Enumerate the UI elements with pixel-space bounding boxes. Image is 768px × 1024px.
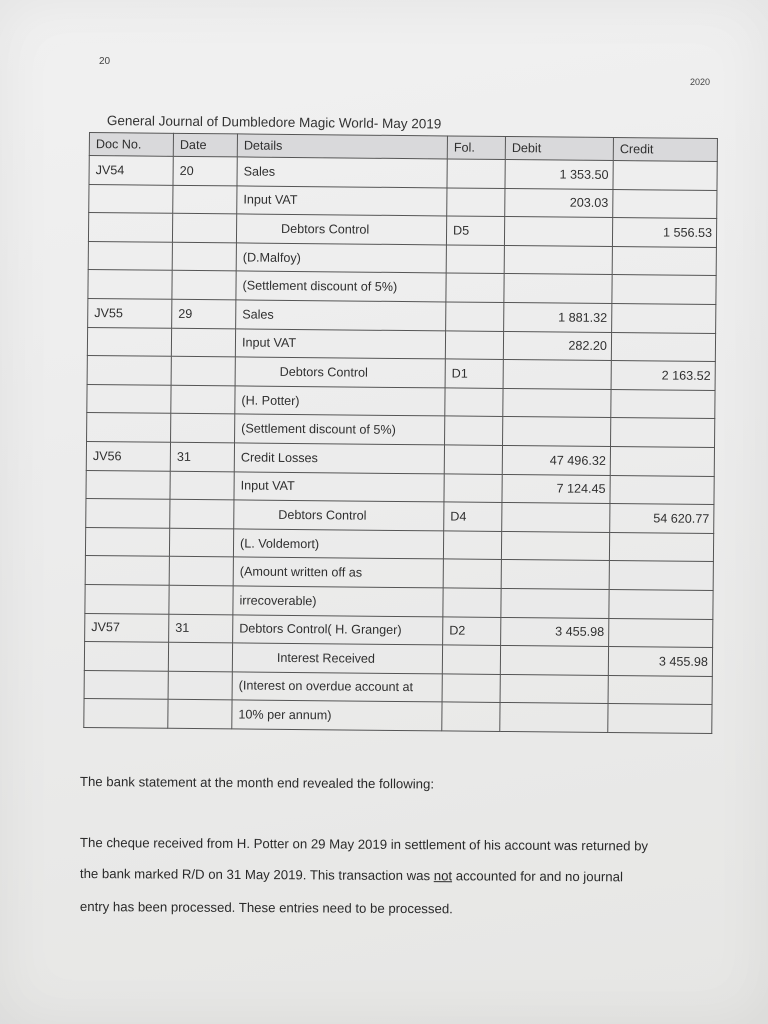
cell-credit [612, 246, 716, 276]
cell-credit [609, 561, 713, 591]
cell-folio [443, 531, 501, 560]
cell-date [171, 356, 235, 385]
cell-details: Debtors Control [236, 214, 446, 245]
cell-details: Sales [237, 157, 447, 188]
cell-details: Input VAT [234, 471, 444, 502]
cell-details: Debtors Control [235, 357, 445, 388]
bank-statement-intro: The bank statement at the month end revealed the following: [79, 774, 435, 792]
cell-debit: 203.03 [505, 188, 613, 218]
page-number-right: 2020 [690, 77, 711, 87]
cell-folio [445, 388, 503, 417]
cell-credit [610, 475, 714, 505]
cell-details: (D.Malfoy) [236, 243, 446, 274]
cell-credit [609, 589, 713, 619]
cell-credit: 1 556.53 [612, 218, 716, 248]
cell-doc-no [85, 556, 169, 585]
cell-doc-no [88, 213, 172, 242]
cell-debit: 7 124.45 [502, 474, 610, 504]
cell-details: (Amount written off as [233, 557, 443, 588]
paragraph-line-2-end: accounted for and no journal [452, 868, 623, 885]
cell-folio [445, 416, 503, 445]
cell-doc-no [87, 356, 171, 385]
cell-details: (Settlement discount of 5%) [235, 414, 445, 445]
cell-doc-no: JV54 [89, 156, 173, 185]
cell-details: Sales [236, 300, 446, 331]
cell-debit [504, 245, 612, 275]
cell-details: Credit Losses [234, 443, 444, 474]
cell-date [171, 328, 235, 357]
cell-folio [446, 273, 504, 302]
cell-doc-no [85, 584, 169, 613]
header-credit: Credit [613, 138, 717, 162]
cell-credit [613, 189, 717, 219]
cell-doc-no: JV57 [85, 613, 169, 642]
cell-date: 31 [169, 614, 233, 643]
cell-debit: 47 496.32 [502, 445, 610, 475]
cell-doc-no [84, 670, 168, 699]
general-journal-table [83, 132, 718, 734]
cell-credit [609, 618, 713, 648]
cell-doc-no [84, 699, 168, 728]
cell-date [173, 185, 237, 214]
cell-doc-no [87, 327, 171, 356]
cell-folio [447, 159, 505, 188]
cell-folio [442, 645, 500, 674]
cell-date [170, 499, 234, 528]
table-row [84, 699, 712, 734]
cell-credit [611, 418, 715, 448]
cell-credit [611, 389, 715, 419]
cell-credit [611, 332, 715, 362]
header-folio: Fol. [447, 136, 505, 160]
cell-debit: 1 881.32 [504, 302, 612, 332]
cell-folio [446, 302, 504, 331]
cell-date [169, 557, 233, 586]
cell-debit [501, 560, 609, 590]
cell-credit [608, 704, 712, 734]
cell-credit [613, 161, 717, 191]
cell-details: irrecoverable) [233, 586, 443, 617]
cell-details: Input VAT [237, 186, 447, 217]
cell-folio [443, 559, 501, 588]
cell-details: Interest Received [232, 643, 442, 674]
header-doc-no: Doc No. [89, 133, 173, 157]
cell-debit [500, 703, 608, 733]
page-number-left: 20 [99, 56, 111, 67]
cell-credit: 2 163.52 [611, 361, 715, 391]
cell-folio [446, 245, 504, 274]
cell-doc-no [88, 241, 172, 270]
cell-credit: 54 620.77 [610, 504, 714, 534]
cell-debit: 282.20 [503, 331, 611, 361]
cell-date: 20 [173, 156, 237, 185]
cell-debit [504, 274, 612, 304]
header-details: Details [237, 134, 447, 159]
cell-date: 29 [172, 299, 236, 328]
cell-doc-no: JV56 [86, 441, 170, 470]
cell-date [172, 271, 236, 300]
cell-folio [447, 188, 505, 217]
cell-doc-no [88, 270, 172, 299]
cell-debit [500, 674, 608, 704]
cell-date [172, 213, 236, 242]
cell-doc-no [84, 642, 168, 671]
cell-date [171, 414, 235, 443]
cell-date [168, 700, 232, 729]
cell-folio [445, 330, 503, 359]
cell-debit [501, 531, 609, 561]
cell-debit [500, 646, 608, 676]
cell-credit [608, 675, 712, 705]
cell-folio [444, 445, 502, 474]
cell-folio [443, 588, 501, 617]
cell-details: (Settlement discount of 5%) [236, 271, 446, 302]
cell-folio [444, 473, 502, 502]
cell-date [168, 671, 232, 700]
cell-debit [503, 360, 611, 390]
cell-date [172, 242, 236, 271]
cell-details: (L. Voldemort) [233, 529, 443, 560]
cell-credit [610, 446, 714, 476]
cell-debit: 3 455.98 [501, 617, 609, 647]
cell-folio: D5 [446, 216, 504, 245]
cell-doc-no [86, 499, 170, 528]
header-debit: Debit [505, 136, 613, 160]
paragraph-line-2-start: the bank marked R/D on 31 May 2019. This transaction was [79, 866, 434, 884]
cell-folio: D2 [443, 616, 501, 645]
cell-folio [442, 702, 500, 731]
cell-details: (H. Potter) [235, 386, 445, 417]
cell-debit [504, 217, 612, 247]
cell-doc-no: JV55 [88, 298, 172, 327]
cell-date [169, 585, 233, 614]
cell-debit [503, 417, 611, 447]
cell-credit: 3 455.98 [608, 647, 712, 677]
cell-credit [612, 303, 716, 333]
cell-details: Debtors Control( H. Granger) [233, 614, 443, 645]
cell-date [170, 471, 234, 500]
cell-details: Debtors Control [234, 500, 444, 531]
cell-folio [442, 674, 500, 703]
cell-doc-no [85, 527, 169, 556]
cell-details: Input VAT [235, 328, 445, 359]
cell-date: 31 [170, 442, 234, 471]
paragraph-line-1: The cheque received from H. Potter on 29 May 2019 in settlement of his account was returned by [79, 835, 649, 854]
cell-doc-no [87, 384, 171, 413]
paragraph-line-3: entry has been processed. These entries need to be processed. [79, 899, 453, 917]
cell-folio: D4 [444, 502, 502, 531]
cell-debit: 1 353.50 [505, 159, 613, 189]
cell-date [168, 642, 232, 671]
cell-date [169, 528, 233, 557]
cell-credit [609, 532, 713, 562]
cell-details: (Interest on overdue account at [232, 672, 442, 703]
cell-doc-no [87, 413, 171, 442]
cell-details: 10% per annum) [232, 700, 442, 731]
cell-doc-no [89, 184, 173, 213]
cell-doc-no [86, 470, 170, 499]
cell-folio: D1 [445, 359, 503, 388]
header-date: Date [173, 133, 237, 157]
cell-debit [503, 388, 611, 418]
underlined-not: not [433, 868, 453, 884]
journal-title: General Journal of Dumbledore Magic World- May 2019 [106, 113, 442, 132]
paragraph-line-2 [80, 866, 623, 884]
cell-debit [501, 588, 609, 618]
cell-date [171, 385, 235, 414]
cell-debit [502, 503, 610, 533]
cell-credit [612, 275, 716, 305]
